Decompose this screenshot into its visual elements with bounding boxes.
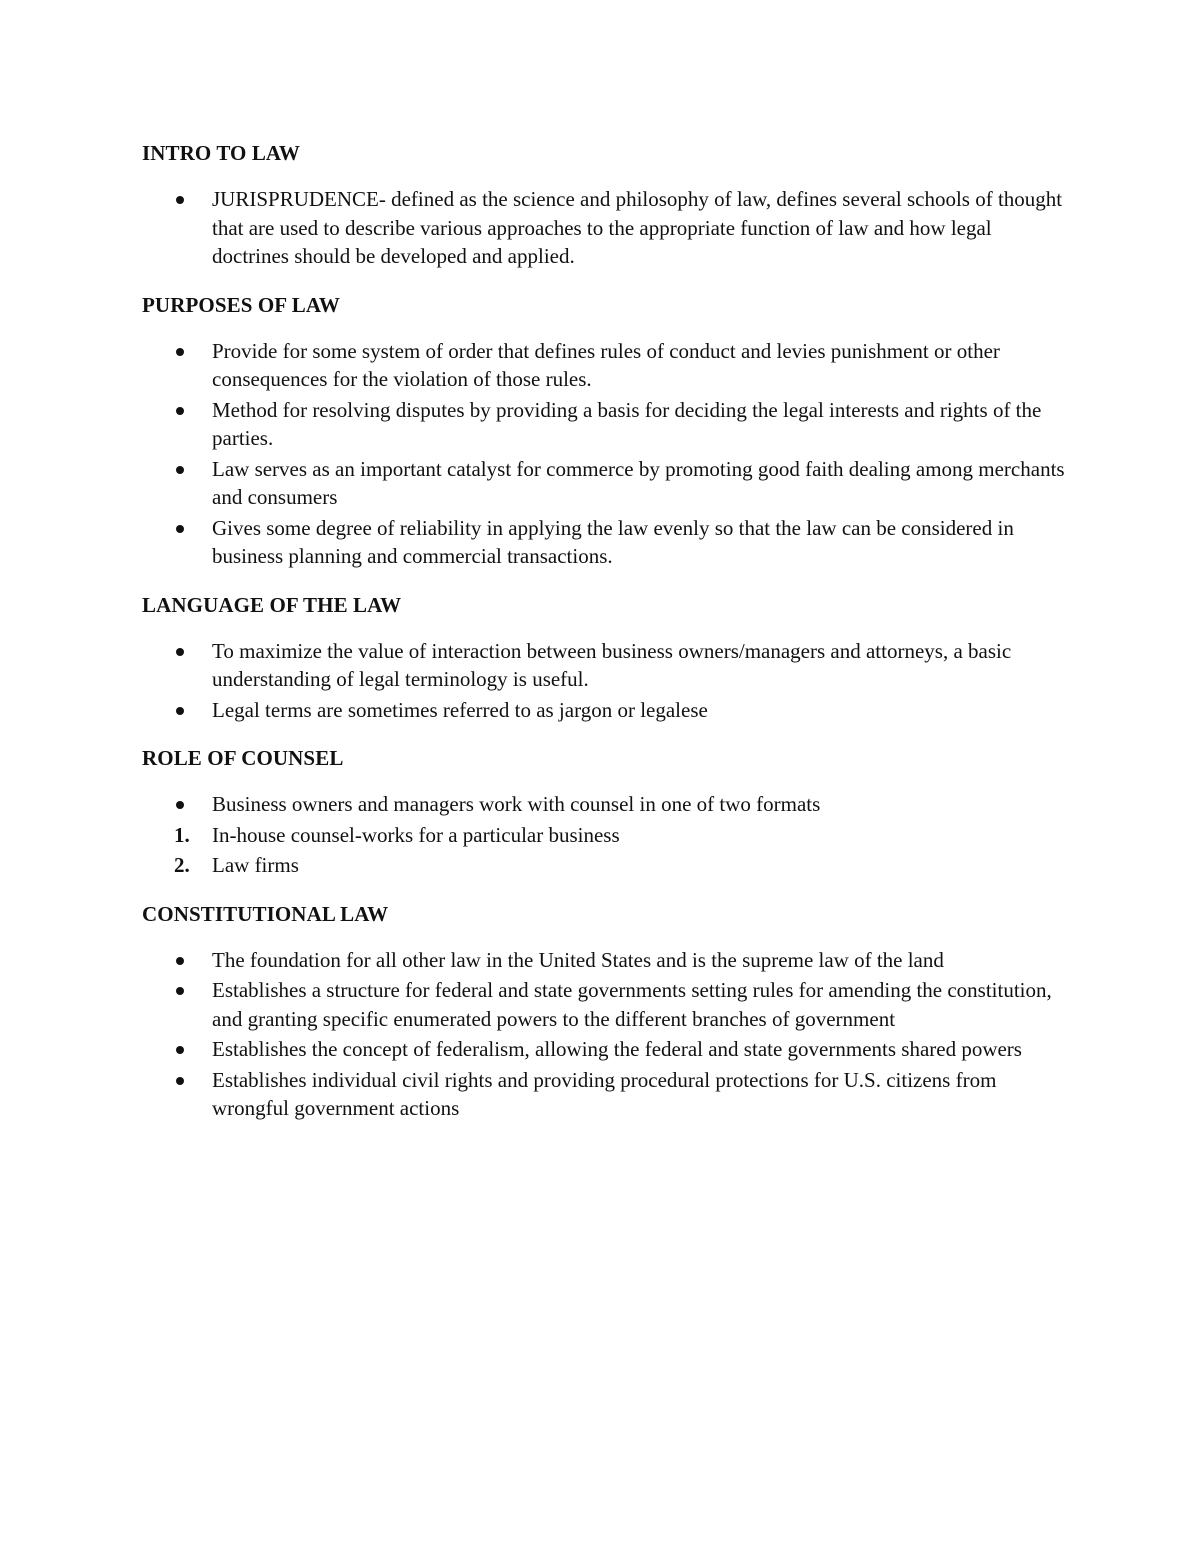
bullet-icon	[176, 1046, 184, 1054]
section-heading-language-of-the-law: LANGUAGE OF THE LAW	[142, 592, 402, 617]
bullet-icon	[176, 407, 184, 415]
bullet-icon	[176, 987, 184, 995]
section-list-intro-to-law	[142, 185, 1072, 271]
list-item-text: Law firms	[212, 853, 299, 877]
document-body	[142, 139, 1072, 1143]
bullet-icon	[176, 707, 184, 715]
list-item-text: The foundation for all other law in the United States and is the supreme law of the land	[212, 947, 944, 972]
list-number: 1.	[174, 822, 190, 847]
list-item-text: In-house counsel-works for a particular business	[212, 822, 620, 847]
list-item	[142, 790, 1072, 819]
bullet-icon	[176, 1077, 184, 1085]
section-list-language-of-the-law	[142, 637, 1072, 725]
section-heading-intro-to-law: INTRO TO LAW	[142, 141, 300, 165]
bullet-icon	[176, 648, 184, 656]
section-list-purposes-of-law	[142, 337, 1072, 571]
list-item-text: Provide for some system of order that defines rules of conduct and levies punishment or other consequences for the violation of those rules.	[212, 338, 1000, 391]
section-heading-role-of-counsel: ROLE OF COUNSEL	[142, 746, 344, 770]
list-item	[142, 396, 1072, 453]
list-number: 2.	[174, 853, 190, 877]
bullet-icon	[176, 801, 184, 809]
list-item	[142, 696, 1072, 725]
list-item	[142, 455, 1072, 512]
list-item	[142, 185, 1072, 271]
bullet-icon	[176, 466, 184, 474]
list-item-text: Gives some degree of reliability in applying the law evenly so that the law can be considered in business planning and commercial transactions.	[212, 515, 1014, 568]
list-item-text: Establishes individual civil rights and providing procedural protections for U.S. citizens from wrongful government actions	[212, 1067, 997, 1120]
list-item-text: Establishes the concept of federalism, allowing the federal and state governments shared powers	[212, 1037, 1022, 1061]
list-item-text: Legal terms are sometimes referred to as jargon or legalese	[212, 697, 708, 722]
list-item	[142, 976, 1072, 1033]
list-item-text: To maximize the value of interaction between business owners/managers and attorneys, a basic understanding of legal terminology is useful.	[212, 638, 1012, 691]
section-heading-purposes-of-law: PURPOSES OF LAW	[142, 292, 340, 317]
list-item-text: Establishes a structure for federal and state governments setting rules for amending the constitution, and granting specific enumerated powers to the different branches of government	[212, 978, 1052, 1031]
bullet-icon	[176, 196, 184, 204]
list-item-text: Method for resolving disputes by providing a basis for deciding the legal interests and rights of the parties.	[212, 397, 1042, 450]
list-item	[142, 514, 1072, 571]
bullet-icon	[176, 525, 184, 533]
list-item-text: Business owners and managers work with counsel in one of two formats	[212, 792, 821, 816]
list-item	[142, 337, 1072, 394]
list-item	[142, 946, 1072, 975]
list-item-numbered	[142, 821, 1072, 850]
list-item-text: JURISPRUDENCE- defined as the science and philosophy of law, defines several schools of thought that are used to describe various approaches to the appropriate function of law and how legal doctrines should be developed and applied.	[212, 187, 1063, 268]
list-item-numbered	[142, 851, 1072, 880]
bullet-icon	[176, 348, 184, 356]
list-item	[142, 637, 1072, 694]
section-list-constitutional-law	[142, 946, 1072, 1123]
list-item-text: Law serves as an important catalyst for commerce by promoting good faith dealing among merchants and consumers	[212, 456, 1065, 509]
section-heading-constitutional-law: CONSTITUTIONAL LAW	[142, 901, 389, 926]
section-list-role-of-counsel	[142, 790, 1072, 880]
bullet-icon	[176, 957, 184, 965]
list-item	[142, 1066, 1072, 1123]
list-item	[142, 1035, 1072, 1064]
